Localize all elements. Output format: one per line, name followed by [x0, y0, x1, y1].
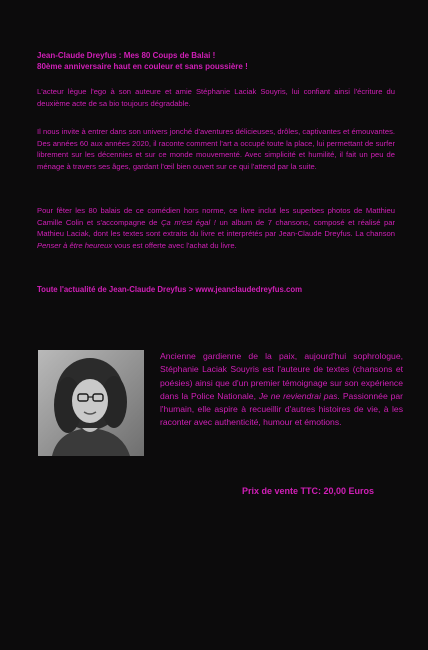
news-line: Toute l'actualité de Jean-Claude Dreyfus > www.jeanclaudedreyfus.com	[37, 285, 303, 294]
headline-line-1: Jean-Claude Dreyfus : Mes 80 Coups de Balai !	[37, 51, 216, 60]
headline-block	[37, 50, 395, 72]
bio-text	[160, 350, 403, 430]
paragraph-1: L'acteur lègue l'ego à son auteure et amie Stéphanie Laciak Souyris, lui confiant ainsi l'écriture du deuxième acte de sa bio toujours dégradable.	[37, 87, 395, 108]
bio-part-a: Ancienne gardienne de la paix, aujourd'hui sophrologue, Stéphanie Laciak Souyris est l'auteure de textes (chansons et poésies) ainsi que d'un premier témoignage sur son expérience dans la Police Nationale,	[160, 351, 403, 401]
author-bio	[160, 350, 403, 430]
paragraph-3-part-a: Pour fêter les 80 balais de ce comédien hors norme, ce livre inclut les superbes photos de Matthieu Camille Colin et s'accompagne de	[37, 206, 395, 227]
paragraph-3-part-b: un album de 7 chansons, composé et réalisé par Mathieu Laciak, dont les textes sont extraits du livre et interprétés par Jean-Claude Dreyfus. La chanson	[37, 217, 395, 239]
author-photo	[38, 350, 144, 456]
headline-line-2: 80ème anniversaire haut en couleur et sans poussière !	[37, 62, 248, 71]
book-title: Je ne reviendrai pas.	[258, 390, 340, 401]
paragraph-3-part-c: vous est offerte avec l'achat du livre.	[112, 240, 237, 250]
song-title: Penser à être heureux	[37, 240, 113, 250]
paragraph-2: Il nous invite à entrer dans son univers jonché d'aventures délicieuses, drôles, captivantes et émouvantes. Des années 60 aux années 2020, il raconte comment l'art a occupé toute la place, lui permettant de surfer librement sur les décennies et sur ce monde mouvementé. Avec simplicité et humilité, il fait un peu de ménage à travers ses âges, gardant l'œil bien ouvert sur ce qui l'attend par la suite.	[37, 127, 395, 171]
price-label: Prix de vente TTC: 20,00 Euros	[242, 486, 375, 496]
album-title: Ça m'est égal !	[161, 217, 216, 227]
paragraph-3	[37, 205, 395, 251]
bio-part-b: Passionnée par l'humain, elle aspire à recueillir d'autres histoires de vie, à les raconter avec authenticité, humour et émotions.	[160, 390, 403, 428]
author-portrait-icon	[38, 350, 144, 456]
